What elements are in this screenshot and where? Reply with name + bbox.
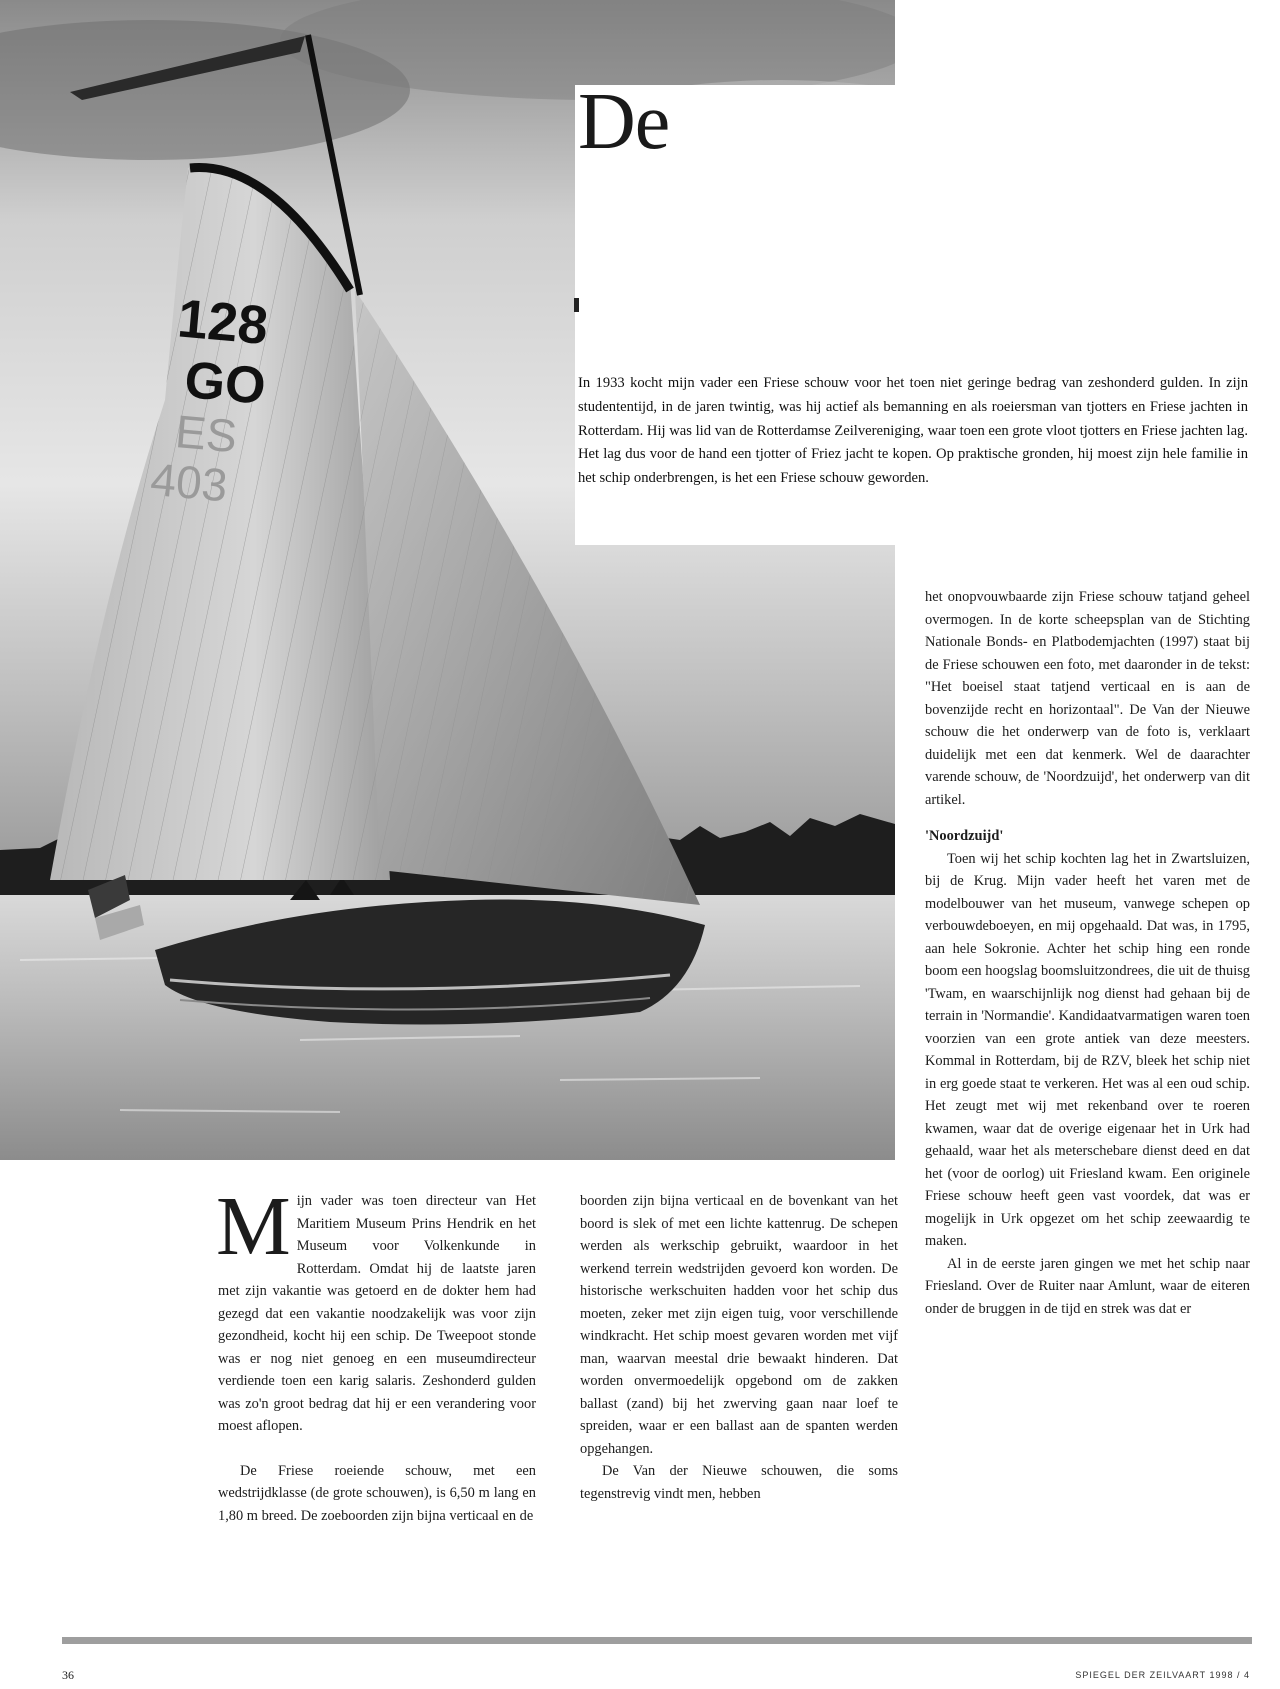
body-column-3 — [925, 586, 1250, 1320]
paragraph — [216, 1180, 536, 1438]
footer-publication: SPIEGEL DER ZEILVAART 1998 / 4 — [1075, 1670, 1250, 1680]
paragraph: boorden zijn bijna verticaal en de bovenkant van het boord is slek of met een lichte kattenrug. De schepen werden als werkschip gebruikt, waardoor in het werkend terrein wedstrijden gevoerd kon worden. De historische werkschuiten hadden voor het schip dus moeten, zeker met zijn eigen tuig, voor verschillende windkracht. Het schip moest gevaren worden met vijf man, waarvan meestal drie bewaakt hinderen. Dat worden onvermoedelijk opgebond om de zakken ballast (zand) bij het zwerving gaan naar loef te spreiden, waar er een ballast aan de spanten werden opgehangen. — [580, 1193, 898, 1457]
paragraph-text: ijn vader was toen directeur van Het Maritiem Museum Prins Hendrik en het Museum voor Volkenkunde in Rotterdam. Omdat hij de laatste jaren met zijn vakantie was getoerd en de dokter hem had gezegd dat een vakantie noodzakelijk was voor zijn gezondheid, kocht hij een schip. De Tweepoot stonde was er nog niet genoeg en een museumdirecteur verdiende toen een karig salaris. Zeshonderd gulden was zo'n groot bedrag dat hij er een verandering voor moest aflopen. — [218, 1193, 536, 1434]
body-column-2 — [580, 1190, 898, 1505]
top-right-margin — [895, 0, 1280, 90]
paragraph: De Friese roeiende schouw, met een wedstrijdklasse (de grote schouwen), is 6,50 m lang en 1,80 m breed. De zoeboorden zijn bijna verticaal en de — [218, 1462, 536, 1524]
article-intro: In 1933 kocht mijn vader een Friese schouw voor het toen niet geringe bedrag van zeshonderd gulden. In zijn studententijd, in de jaren twintig, was hij actief als bemanning en als roeiersman van tjotters en Friese jachten in Rotterdam. Hij was lid van de Rotterdamse Zeilvereniging, waar toen een grote vloot tjotters en Friese jachten lag. Het lag dus voor de hand een tjotter of Friez jacht te kopen. Op praktische gronden, hij moest zijn hele familie in het schip onderbrengen, is het een Friese schouw geworden. — [578, 375, 1248, 487]
body-column-1 — [216, 1180, 536, 1527]
paragraph: het onopvouwbaarde zijn Friese schouw tatjand geheel overmogen. In de korte scheepsplan van de Stichting Nationale Bonds- en Platbodemjachten (1997) staat bij de Friese schouwen een foto, met daaronder in de tekst: "Het boeisel staat tatjend verticaal en is aan de bovenzijde recht en horizontaal". De Van der Nieuwe schouw die het onderwerp van de foto is, verklaart duidelijk met een dat kenmerk. Wel de daarachter varende schouw, de 'Noordzuijd', het onderwerp van dit artikel. — [925, 589, 1250, 808]
page-number: 36 — [62, 1668, 74, 1682]
drop-cap: M — [216, 1180, 291, 1273]
article-title: De — [578, 78, 670, 166]
sail-number-faded-top: ES — [173, 405, 240, 463]
title-mark — [574, 298, 579, 312]
sail-number-bottom: GO — [182, 351, 268, 416]
sail-number-faded-bottom: 403 — [148, 452, 230, 512]
paragraph: De Van der Nieuwe schouwen, die soms tegenstrevig vindt men, hebben — [580, 1463, 898, 1502]
paragraph: Toen wij het schip kochten lag het in Zwartsluizen, bij de Krug. Mijn vader heeft het varen met de modelbouwer van het museum, vanwege schepen op verbouwdeboeyen, en mij opgehaald. Dat was, in 1795, aan hele Sokronie. Achter het schip hing een ronde boom een hoogslag boomsluitzondrees, die uit de thuisg 'Twam, en waarschijnlijk nog dienst had gehaan bij de terrain in 'Normandie'. Kandidaatvarmatigen waren toen voorzien van een grote antiek van deze meesters. Kommal in Rotterdam, bij de RZV, bleek het schip niet in erg goede staat te verkeren. Het was al een oud schip. Het zeugt met wij met rekenband over te roeren kwamen, waar dat de overige eigenaar het in Urk had gehaald, waar het als meterschebare dienst deed en dat het (voor de oorlog) uit Friesland kwam. Een originele Friese schouw heeft geen vast voordek, dat was er mogelijk in Urk opgezet om het schip zeewaardig te maken. — [925, 850, 1250, 1249]
footer-rule — [62, 1637, 1252, 1644]
paragraph: Al in de eerste jaren gingen we met het schip naar Friesland. Over de Ruiter naar Amlunt, waar de eiteren onder de bruggen in de tijd en strek was dat er — [925, 1255, 1250, 1317]
sail-number-top: 128 — [175, 288, 271, 357]
subheading: 'Noordzuijd' — [925, 828, 1004, 844]
